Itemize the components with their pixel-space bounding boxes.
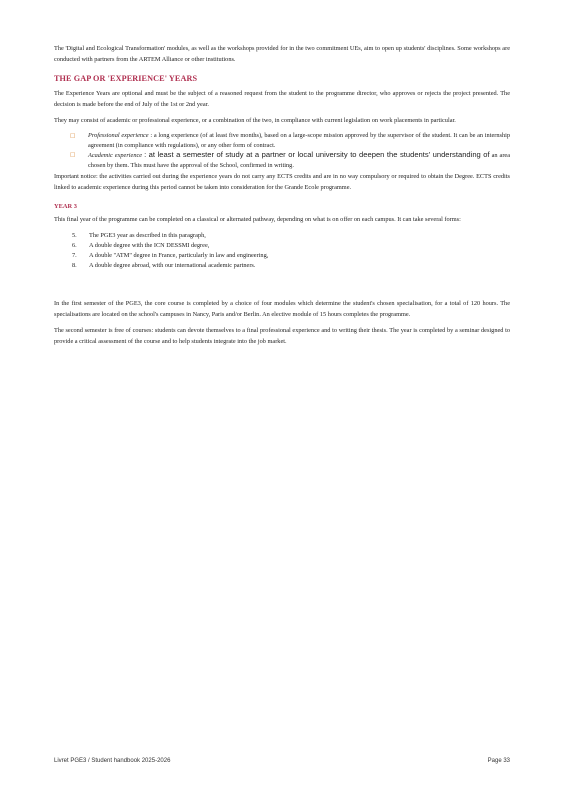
gap-paragraph-1: The Experience Years are optional and must be the subject of a reasoned request from the student to the programme director, who approves or rejects the project presented. The decision is made before the end of July of the 1st or 2nd year. xyxy=(54,90,510,108)
important-notice-paragraph: Important notice: the activities carried out during the experience years do not carry any ECTS credits and are in no way compulsory or required to obtain the Degree. ECTS credits linked to academic experience during this period cannot be taken into consideration for the Grande Ecole programme. xyxy=(54,173,510,191)
bullet-term: Professional experience xyxy=(88,131,149,139)
year-3-heading: YEAR 3 xyxy=(54,202,77,210)
list-item-professional xyxy=(70,131,510,150)
footer-title: Livret PGE3 / Student handbook 2025-2026 xyxy=(54,758,171,764)
list-item xyxy=(72,251,510,261)
gap-years-heading: THE GAP OR 'EXPERIENCE' YEARS xyxy=(54,74,198,84)
bullet-square-icon: □ xyxy=(70,132,76,139)
list-item-academic xyxy=(70,150,510,170)
bullet-text-continued: an area chosen by them. This must have the approval of the School, confirmed in writing. xyxy=(88,152,511,169)
list-item xyxy=(72,241,510,251)
item-text: A double "ATM" degree in France, particularly in law and engineering, xyxy=(89,252,269,260)
list-item xyxy=(72,261,510,271)
intro-paragraph: The 'Digital and Ecological Transformation' modules, as well as the workshops provided for in the two commitment UEs, aim to open up students' disciplines. Some workshops are conducted with partners from the ARTEM Alliance or other institutions. xyxy=(54,45,510,63)
forms-list xyxy=(54,231,510,271)
item-number: 7. xyxy=(72,252,77,260)
page-footer xyxy=(54,758,510,764)
year-paragraph-1: This final year of the programme can be completed on a classical or alternated pathway, depending on what is on offer on each campus. It can take several forms: xyxy=(54,215,461,223)
item-text: A double degree with the ICN DESSMI degree, xyxy=(89,242,210,250)
item-number: 6. xyxy=(72,242,77,250)
item-text: A double degree abroad, with our international academic partners. xyxy=(89,262,256,270)
experience-list xyxy=(54,131,510,170)
item-number: 5. xyxy=(72,232,77,240)
bullet-term: Academic experience xyxy=(88,152,143,160)
page-content xyxy=(54,44,510,348)
year-paragraph-3: The second semester is free of courses: students can devote themselves to a final professional experience and to writing their thesis. The year is completed by a seminar designed to provide a critical assessment of the course and to help students integrate into the job market. xyxy=(54,327,510,345)
year-paragraph-2: In the first semester of the PGE3, the core course is completed by a choice of four modules which determine the student's chosen specialisation, for a total of 120 hours. The specialisations are located on the school's campuses in Nancy, Paris and/or Berlin. An elective module of 15 hours completes the programme. xyxy=(54,300,510,318)
page-number: Page 33 xyxy=(487,758,510,764)
list-item xyxy=(72,231,510,241)
gap-paragraph-2: They may consist of academic or professional experience, or a combination of the two, in compliance with current legislation on work placements in particular. xyxy=(54,117,456,125)
bullet-text-large: : at least a semester of study at a partner or local university to deepen the students' understanding of xyxy=(144,150,490,160)
item-number: 8. xyxy=(72,262,77,270)
item-text: The PGE3 year as described in this paragraph, xyxy=(89,232,206,240)
bullet-text: : a long experience (of at least five months), based on a large-scope mission approved by the supervisor of the student. It can be an internship agreement (in compliance with regulations), or any other form of contract. xyxy=(88,131,510,149)
bullet-square-icon: □ xyxy=(70,152,76,159)
